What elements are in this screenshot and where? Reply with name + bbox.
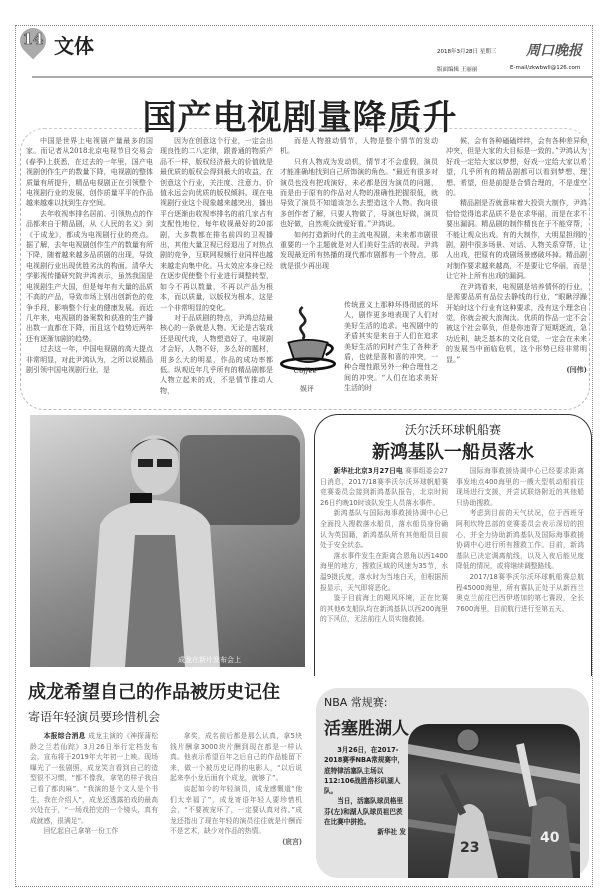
sailing-headline: 新鸿基队一船员落水 <box>372 442 534 463</box>
header-rule <box>32 76 592 78</box>
main-article-column-1 <box>26 136 153 375</box>
paragraph: 如何打造新时代的主流电视剧，未来都市剧很重要的一个主题就是对人们美好生活的表现。尹鸿发现最近所有热播的现代都市剧都有一个特点，那就是很少再出现 <box>280 230 438 270</box>
paragraph: 传统意义上那种坏得彻底的坏人，剧作更多地表现了人们对美好生活的追求。电视剧中的矛盾其实是来自于人们在追求美好生活的同时产生了各种矛盾，也就是喜和喜的冲突，一种合理性跟另外一种合理性之间的冲突。“人们在追求美好生活的时 <box>344 301 438 393</box>
section-name: 文体 <box>54 34 94 58</box>
column-tag: 娱评 <box>300 385 314 393</box>
photo-caption: 成龙在新片发布会上 <box>178 656 241 664</box>
paragraph: 落水事件发生在距离合恩角以西1400海里的地方，搜救区域的风速为35节，水温9摄氏度，落水时为当地白天，但根据预报显示，天气即将恶化。 <box>320 551 448 592</box>
jersey-number: 23 <box>460 840 480 856</box>
main-article-title: 国产电视剧量降质升 <box>142 98 458 138</box>
paragraph: 赛事组委会27日消息，2017/18赛季沃尔沃环球帆船赛竞赛委员会接到新鸿基队报告，北京时间26日约晚10时该队发生人员落水事件。 <box>320 467 448 507</box>
paragraph: 对于品质剧的特点，尹鸿总结最核心的一条就是人物。无论是古装戏还是现代戏，人物塑造好了，电视剧才会好，人物不好，多么好的题材，用多么大的明星，作品的成功率都低。纵观近年几乎所有的精品剧都是人物立起来的戏，不是情节推动人物， <box>160 313 273 395</box>
jackie-chan-photo <box>30 415 305 667</box>
paragraph: 因为在创意这个行业，一定会出现良性的二八定律，跟普通的物质产品不一样，版权经济最大的价值就是最优质的版权会得到最大的收益，在创意这个行业，关注度、注意力、价值永远会向优质的版权倾斜。现在电视剧行业这个现象越来越突出，播出平台逐渐由收视率排名的前几家占有支配性地位，每年收视最好的20部剧，大多数都在排名前四的卫视播出，其他大量卫视已经退出了对热点剧的竞争，互联网视频行业同样也越来越走向集中化。马太效应本身已经在逐步促使整个行业进行调整转型，如今不再以数量，不再以产品为根本，而以质量，以版权为根本，这是一个非常明显的变化。 <box>160 137 273 312</box>
jackie-column-1 <box>30 731 158 876</box>
cup-logo-text: Coffee <box>293 365 317 375</box>
dateline: 本报综合消息 <box>43 732 86 740</box>
paragraph: 只有人物成为发动机，情节才不会虚假，演员才能准确地找到自己所饰演的角色。“最近有很多对演员也没有把戏演好，未必都是因为演员的问题，而是由于原有的作品对人物的准确性把握很低，就导致了演员不知道该怎么去塑造这个人物。我向很多创作者了解，只要人物做了，导演也好做，演员也好做，自然观众就爱好看。”尹鸿说。 <box>280 157 438 229</box>
sailing-kicker: 沃尔沃环球帆船赛 <box>404 423 501 437</box>
paragraph: 新鸿基队与国际海事救援协调中心已全面投入搜救落水船员，落水船员身份确认为英国籍，新鸿基队所有其他船员目前处于安全状态。 <box>320 509 448 550</box>
paragraph: 成龙主演的《神探蒲松龄之兰若仙踪》3月26日举行定档发布会，宣布将于2019年大年初一上映。现场曝光了一张剧照，成龙笑言看到自己的造型很不习惯，“都不像我，拿笔的样子我自己看了都肉麻”。“我演的是个文人是个书生，我在介绍人”，成龙还透露拍戏的最高兴处在于，“一场戏拍完的一个镜头，真有成就感，很满足”。 <box>30 732 158 825</box>
basketball-players-icon <box>408 724 580 878</box>
nba-text <box>324 745 406 838</box>
article-author: (宸宫) <box>282 837 302 846</box>
paragraph: 而是人物推动情节，人物是整个情节的发动机。 <box>280 137 438 156</box>
nba-headline: 活塞胜湖人 <box>324 719 409 739</box>
paragraph: 3月26日，在2017-2018赛季NBA常规赛中，底特律活塞队主场以112:106战胜洛杉矶湖人队。 <box>324 746 405 796</box>
jersey-number: 40 <box>540 830 560 846</box>
basketball-photo <box>408 724 580 878</box>
paragraph: 中国是世界上电视剧产量最多的国家。而记者从2018北京电视节目交易会(春季)上获悉，在过去的一年里，国产电视剧创作生产的数量下降，电视剧的整体质量有所提升，精品电视剧正在引领整个电视剧行业的发展，创作质量平平的作品越来越难以找到生存空间。 <box>26 137 153 208</box>
paragraph: 鉴于目前海上的飓风环境，正在比赛的其他6支船队均在新鸿基队以西200海里的下风位，无法前往人员实施救援。 <box>320 594 448 624</box>
editor-email: E-mail/zkwbwll@126.com <box>510 65 581 71</box>
main-article-column-3-bottom <box>344 300 438 394</box>
editor-credit: 版面编辑 王丽丽 <box>437 67 478 73</box>
coffee-cup-icon <box>276 300 340 378</box>
page-number: 14 <box>22 30 44 48</box>
sailing-column-2 <box>456 466 584 671</box>
photo-credit: 新华社 发 <box>377 828 406 837</box>
paragraph: 回忆起自己拿第一份工作 <box>43 827 119 836</box>
main-article-column-3-top <box>280 136 438 271</box>
paragraph: 候，会有各种磕磕绊绊，会有各种差异和冲突，但是大家的大目标是一致的。”尹鸿认为好戏一定给大家以梦想，好戏一定给大家以希望，几乎所有的精品剧都可以看到梦想、理想、希望，但是前提是合情合理的，不是虚空的。 <box>446 137 587 198</box>
newspaper-logo: 周口晚报 <box>526 43 582 59</box>
jackie-subhead: 寄语年轻演员要珍惜机会 <box>28 710 161 724</box>
paragraph: 去年收视率排名居前、引领热点的作品都来自于精品剧，从《人民的名义》到《于成龙》，都成为电视剧行业的亮点。据了解，去年电视剧创作生产的数量有所下降，随着越来越多品质剧的出现，导致电视剧行业出现优胜劣汰的构面。清华大学影视传播研究院尹鸿表示，虽然我国是电视剧生产大国，但是每年有大量的品质不高的产品，导致市场上别出创新色的竞争手段，影响整个行业的健康发展。而近几年来，电视剧的备案数和获准的生产播出数一直都在下降，而且这个趋势近两年还有逐渐加剧的趋势。 <box>26 209 153 343</box>
person-figure-icon <box>30 415 305 667</box>
main-article-column-4 <box>446 136 587 375</box>
paragraph: 过去这一年，中国电视剧的高大提点非常明显，对此尹鸿认为，之所以说精品剧引领中国电视剧行业，是 <box>26 345 153 374</box>
paragraph: 国际海事救援协调中心已经要求距离事发地点400海里的一艘大型机动船前往现场进行支援，并尝试联络附近的其他船只协助搜救。 <box>456 467 584 507</box>
dateline: 新华社北京3月27日电 <box>333 467 403 475</box>
jackie-column-2 <box>170 731 302 876</box>
issue-date: 2018年3月28日 星期三 <box>437 49 497 55</box>
nba-kicker: NBA 常规赛: <box>324 696 388 709</box>
paragraph: 拿奖，成名前后都是那么认真，拿5块钱片酬拿3000块片酬到现在都是一样认真。他表示希望百年之后自己的作品能留下来，做一个被历史记得的电影人，“以后说起来李小龙后面有个成龙，就够了”。 <box>170 732 302 783</box>
paragraph: 当日，活塞队球员格里芬(左)和湖人队球员祖巴茨在比赛中拼抢。 <box>324 797 404 827</box>
paragraph: 精品剧是否就意味着大投资大制作，尹鸿恰恰觉得追求品质不是在求华丽，而是在求不要出漏洞。精品剧的制作精良在于不能穿帮，不能让观众出戏。有的大制作，大明星担纲的剧，剧中很多场景、对话、人物关系穿帮，让人出戏，把原有的戏剧场景感破坏掉。精品剧对制作要求越来越高，不是要让它华丽，而是让它补上所有出戏的漏洞。 <box>446 199 587 281</box>
paragraph: 考虑到目前的天气状况，位于西班牙阿利坎特总部的竞赛委员会表示深切的担心，并全力协助新鸿基队及国际海事救援协调中心进行所有搜救工作。目前，新鸿基队已决定调离航线，以及入夜后能见度降低的情况，或将继续调整路线。 <box>456 509 584 571</box>
sailing-column-1 <box>320 466 448 671</box>
main-article-column-2 <box>160 136 273 396</box>
jackie-headline: 成龙希望自己的作品被历史记住 <box>28 682 280 703</box>
paragraph: 在尹鸿看来，电视剧是培养情怀的行业，是需要品质有品位去静线的行业，“眼瞅浮躁开始时这个行业有这种要求，没有这个理念自觉，你就会被大浪淘汰。优质的作品一定不会被这个社会辜负，但是你违背了短期逐流，急功近利，缺乏基本的文化自觉，一定会在未来的发展当中面临危机，这个形势已经非常明显。” <box>446 282 587 364</box>
paragraph: 谈起如今的年轻演员，成龙感慨道“他们太幸福了”，成龙寄语年轻人要珍惜机会，“不要被宠坏了，一定要认真对待。”成龙还指出了现在年轻的演员往往就是片酬而不是艺术，缺少对作品的热情。 <box>170 784 302 836</box>
paragraph: 2017/18赛季沃尔沃环球帆船赛总航程45000海里，所有赛队正处于从新西兰奥克兰前往巴西伊塔加的第七赛段，全长7600海里，目前航行进行至第五天。 <box>456 572 584 613</box>
article-author: (闫伟) <box>566 364 587 374</box>
